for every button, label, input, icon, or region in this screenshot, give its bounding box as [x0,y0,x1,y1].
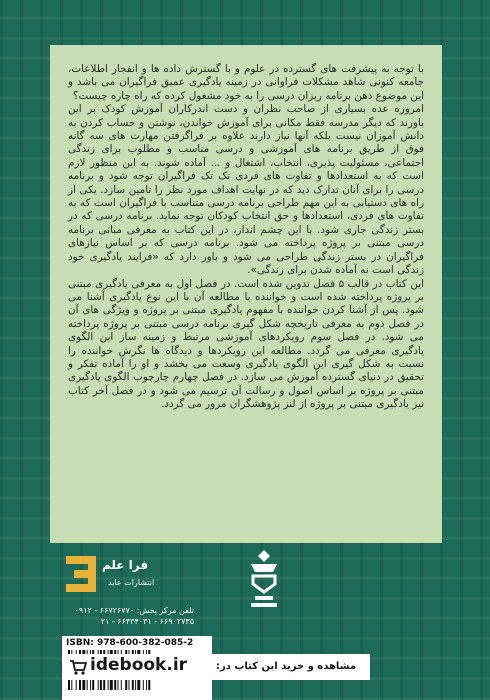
synopsis-panel [50,45,442,543]
synopsis-paragraph-3: این کتاب در قالب ۵ فصل تدوین شده است. در فصل اول به معرفی یادگیری مبتنی بر پروژه پرداخته شده است و خواننده با مطالعه آن با این نوع یادگیری آشنا می شود. پس از آشنا کردن خواننده با مفهوم یادگیری مبتنی بر پروژه و ویژگی های آن در فصل دوم به معرفی تاریخچه شکل گیری برنامه درسی مبتنی بر پروژه پرداخته می شود. در فصل سوم رویکردهای آموزشی مرتبط و زمینه ساز این الگوی یادگیری معرفی می گردد. مطالعه این رویکردها و دیدگاه ها نگرش خواننده را نسبت به شکل گیری این الگوی یادگیری وسعت می بخشد و او را آماده تفکر و تحقیق در دنیای گسترده آموزش می سازد. در فصل چهارم چارچوب الگوی یادگیری مبتنی بر پروژه بر اساس اصول و رسالت آن ترسیم می شود و در فصل آخر کتاب نیز یادگیری مبتنی بر پروژه از لنز پژوهشگران مرور می گردد. [68,277,424,411]
publisher-brand: فرا علم [102,558,149,572]
watermark-brand: idebook.ir [90,655,188,675]
abed-emblem-icon [245,548,283,610]
publisher-name: انتشارات عابد [108,578,155,587]
synopsis-paragraph-2: امروزه عده بسیاری از صاحب نظران و دست اندرکاران آموزش کودک بر این باورند که دیگر مدرسه فقط مکانی برای آموزش خواندن، نوشتن و حساب کردن به دانش آموزان نیست بلکه آنها نیاز دارند علاوه بر فراگرفتن مهارت های سه گانه فوق از طریق برنامه های آموزشی و درسی مناسب و مطلوب برای زندگی اجتماعی، مسئولیت پذیری، انتخاب، اشتغال و ... آماده شوند. به این منظور لازم است که به استعدادها و تفاوت های فردی تک تک فراگیران توجه شود و برنامه درسی را برای آنان تدارک دید که در نهایت اهداف مورد نظر را تامین سازد. یکی از راه های دستیابی به این مهم طراحی برنامه درسی متناسب با فراگیران است که به تفاوت های فردی، استعدادها و حق انتخاب کودکان توجه نماید. برنامه درسی که در بستر زندگی جاری شود. با این چشم انداز، در این کتاب به معرفی مبانی برنامه درسی مبتنی بر پروژه پرداخته می شود. برنامه درسی که بر اساس نیازهای فراگیران در بستر زندگی طراحی می شود و باور دارد که «فرایند یادگیری خود زندگی است نه آماده شدن برای زندگی». [68,103,424,277]
watermark-caption: مشاهده و خرید این کتاب در: [202,654,370,680]
publisher-logo-block [62,552,212,604]
phone-other: ۶۶۹۰۲۷۳۵ - ۶۶۴۳۴۰۳۱ - ۰۲۱ [96,617,194,626]
synopsis-paragraph-1: با توجه به پیشرفت های گسترده در علوم و با گسترش داده ها و انفجار اطلاعات، جامعه کنونی شاهد مشکلات فراوانی در زمینه یادگیری عمیق فراگیران می باشد و این موضوع ذهن برنامه ریزان درسی را به خود مشغول کرده که راه چاره چیست؟ [68,63,424,102]
fara-elm-logo-icon [62,552,100,596]
phone-center: تلفن مرکز پخش: ۶۶۷۲۶۷۷۰ - ۰۹۱۲ [74,606,194,615]
publisher-phones [64,605,194,627]
watermark-brand-box[interactable] [64,654,202,680]
isbn-label: ISBN: 978-600-382-085-2 [66,638,194,648]
cart-icon [69,658,87,676]
idebook-watermark [62,654,437,680]
